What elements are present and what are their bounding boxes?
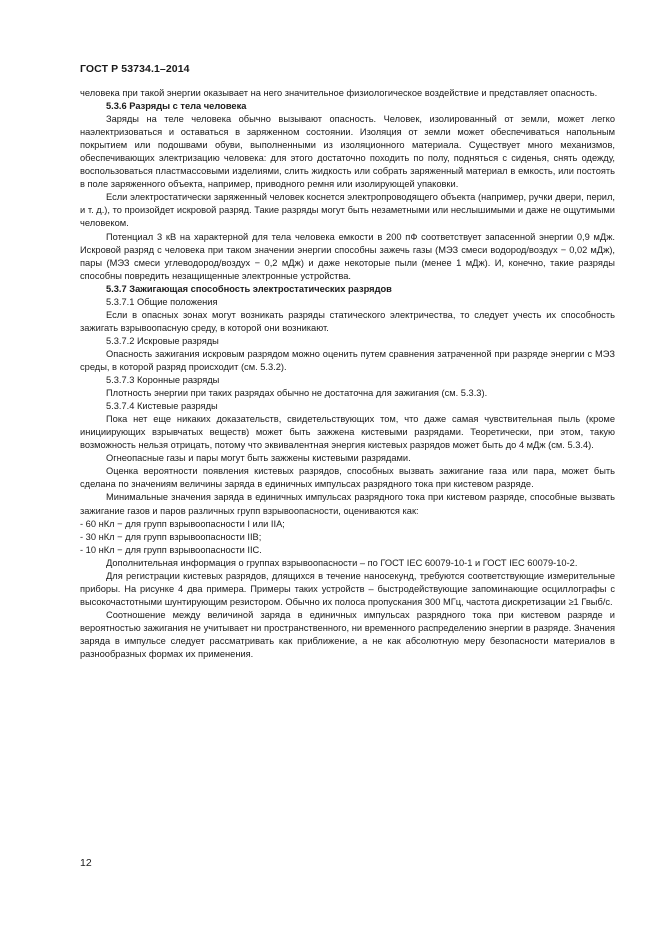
paragraph: человека при такой энергии оказывает на него значительное физиологическое воздействие и представляет опасность.: [80, 88, 598, 98]
subsection-title: 5.3.7.2 Искровые разряды: [106, 335, 219, 346]
paragraph: Соотношение между величиной заряда в единичных импульсах разрядного тока при кистевом разряде и вероятностью зажигания не учитывает ни пространственного, ни временного распределению энергии в разряде. Значения заряда в импульсе следует рассматривать как приближение, а не как абсолютную меру безопасности материалов в разнообразных формах их применения.: [80, 609, 615, 660]
subsection-title: 5.3.7.4 Кистевые разряды: [106, 401, 218, 412]
section-heading-5-3-7: 5.3.7 Зажигающая способность электростатических разрядов: [106, 283, 392, 294]
list-item: - 30 нКл − для групп взрывоопасности IIB;: [80, 531, 262, 542]
paragraph: Заряды на теле человека обычно вызывают опасность. Человек, изолированный от земли, может легко наэлектризоваться и оставаться в заряженном состоянии. Изоляция от земли может обеспечиваться напольным покрытием или подошвами обуви, выполненными из изоляционного материала. Существует много механизмов, обеспечивающих электризацию человека: для этого достаточно походить по полу, подняться с сиденья, снять одежду, воспользоваться пластмассовыми изделиями, слить жидкость или собрать заряженный материал в емкость, или постоять в поле заряженного объекта, например, приводного ремня или изолирующей упаковки.: [80, 114, 615, 190]
document-header: ГОСТ Р 53734.1–2014: [80, 63, 190, 75]
paragraph: Для регистрации кистевых разрядов, длящихся в течение наносекунд, требуются соответствующие измерительные приборы. На рисунке 4 два примера. Примеры таких устройств – быстродействующие запоминающие осциллографы с высокочастотными шунтирующим резистором. Обычно их полоса пропускания 300 МГц, частота дискретизации ≥1 Гвыб/с.: [80, 570, 615, 607]
paragraph: Оценка вероятности появления кистевых разрядов, способных вызвать зажигание газа или пара, может быть сделана по значениям величины заряда в единичных импульсах разрядного тока при кистевом разряде.: [80, 466, 615, 490]
subsection-title: 5.3.7.1 Общие положения: [106, 296, 218, 307]
paragraph: Минимальные значения заряда в единичных импульсах разрядного тока при кистевом разряде, способные вызвать зажигание газов и паров различных групп взрывоопасности, оцениваются как:: [80, 492, 615, 516]
paragraph: Дополнительная информация о группах взрывоопасности – по ГОСТ IEC 60079-10-1 и ГОСТ IEC 60079-10-2.: [106, 557, 578, 568]
paragraph: Опасность зажигания искровым разрядом можно оценить путем сравнения затраченной при разряде энергии с МЭЗ среды, в которой разряд происходит (см. 5.3.2).: [80, 348, 615, 372]
paragraph: Потенциал 3 кВ на характерной для тела человека емкости в 200 пФ соответствует запасенной энергии 0,9 мДж. Искровой разряд с человека при таком значении энергии способны зажечь газы (МЭЗ смеси водород/воздух − 0,02 мДж), пары (МЭЗ смеси углеводород/воздух − 0,2 мДж) и даже некоторые пыли (менее 1 мДж). И, конечно, такие разряды способны повредить незащищенные электронные устройства.: [80, 231, 615, 281]
list-item: - 10 нКл − для групп взрывоопасности IIC.: [80, 544, 262, 555]
paragraph: Если в опасных зонах могут возникать разряды статического электричества, то следует учесть их способность зажигать взрывоопасную среду, в которой они возникают.: [80, 309, 615, 333]
document-body: [80, 87, 615, 661]
page-number: 12: [80, 857, 92, 869]
section-heading-5-3-6: 5.3.6 Разряды с тела человека: [106, 101, 247, 112]
paragraph: Если электростатически заряженный человек коснется электропроводящего объекта (например, ручки двери, перил, и т. д.), то произойдет искровой разряд. Такие разряды могут быть незаметными или неслышимыми и даже не ощутимыми человеком.: [80, 192, 615, 229]
paragraph: Пока нет еще никаких доказательств, свидетельствующих том, что даже самая чувствительная пыль (кроме инициирующих взрывчатых веществ) может быть зажжена кистевыми разрядами. Теоретически, при этом, такую возможность нельзя отрицать, потому что эквивалентная энергия кистевых разрядов может быть до 4 мДж (см. 5.3.4).: [80, 414, 615, 451]
paragraph: Огнеопасные газы и пары могут быть зажжены кистевыми разрядами.: [106, 453, 411, 464]
list-item: - 60 нКл − для групп взрывоопасности I или IIA;: [80, 518, 285, 529]
paragraph: Плотность энергии при таких разрядах обычно не достаточна для зажигания (см. 5.3.3).: [106, 388, 488, 399]
subsection-title: 5.3.7.3 Коронные разряды: [106, 375, 220, 386]
